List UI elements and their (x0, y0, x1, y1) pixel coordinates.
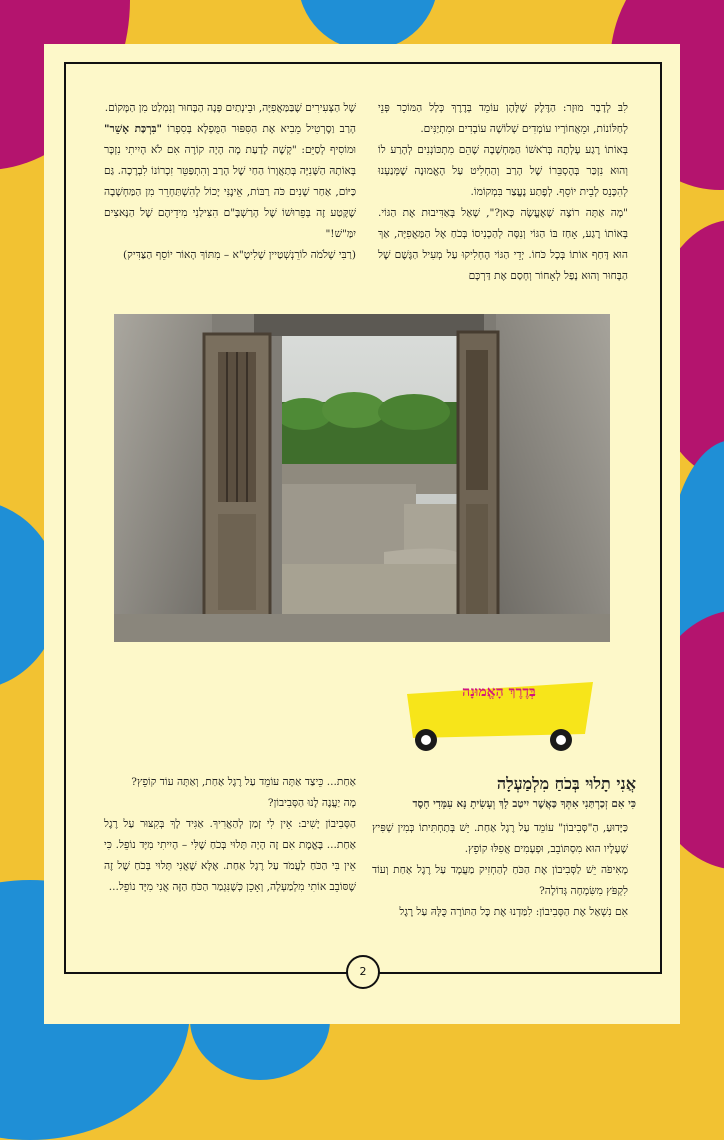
text-span: הָרַב וַסֶרְטִיל מֵבִיא אֶת הַסִּפּוּר הַמֻּפְלָא בְּסִפְרוֹ (162, 123, 356, 135)
top-right-column (378, 98, 628, 287)
book-title: "בִּרְכַּת אָשֵׁר" (104, 123, 163, 135)
doorway-photo (114, 314, 610, 642)
paragraph: מָאִיפֹה יֵשׁ לַסְּבִיבוֹן אֶת הַכֹּחַ לְהַחְזִיק מַעֲמָד עַל רֶגֶל אַחַת וְעוֹד לִקְפֹּץ מִשִּׂמְחָה גְּדוֹלָה? (372, 864, 628, 897)
paragraph: לִבּ לְדָבָר מוּזָר: הַדֶּלֶק שֶׁלָּהֶן עוֹמֵד בְּדֶרֶךְ כְּלָל הַמּוֹכֵר פְּנֵי לְחַלּוֹנוֹת, וּמֵאֲחוֹרָיו עוֹמְדִים שְׁלוֹשָׁה עוֹבְדִים וּמִתְיַנִּים. (378, 102, 628, 135)
top-left-column (104, 98, 356, 266)
paragraph: שֶׁל הַצְּעִירִים שֶׁבַּמַּאֲפִיָּה, וּבֵינְתַיִם פָּנָה הַבָּחוּר וְנִמְלַט מִן הַמָּקוֹם. (104, 102, 356, 114)
source-credit: (רַבִּי שְׁלֹמֹה לוֹרֵנְשְׁטַיין שְׁלִיטָ"א – מִתּוֹךְ הָאוֹר יוֹסֵף הַצַּדִּיק) (123, 249, 356, 261)
badge-title: בְּדֶרֶךְ הָאֱמוּנָה (462, 684, 536, 700)
paragraph: מָה יַעֲנֶה לָנוּ הַסְּבִיבוֹן? (267, 797, 356, 809)
paragraph: אִם נִשְׁאַל אֶת הַסְּבִיבוֹן: לִמַּדְנוּ אֶת כָּל הַתּוֹרָה כֻּלָּהּ עַל רֶגֶל (399, 906, 628, 918)
blue-blob-top-center (298, 0, 438, 50)
section-badge (399, 676, 599, 756)
page-number: 2 (346, 955, 380, 989)
paragraph: "מָה אַתָּה רוֹצֶה שֶׁאֶעֱשֶׂה כָּאן?", שָׁאַל בְּאַדִּיבוּת אֶת הַגּוֹי. בְּאוֹתוֹ רֶגַע, אָחַז בּוֹ הַגּוֹי וְנִסָּה לְהַכְנִיסוֹ בְּכֹחַ אֶל הַמַּאֲפִיָּה, אַךְ הוּא דָּחַף אוֹתוֹ בְּכָל כֹּחוֹ. יְדֵי הַגּוֹי הֶחְלִיקוּ עַל מְעִיל הַגֶּשֶׁם שֶׁל הַבָּחוּר וְהוּא נָפַל לְאָחוֹר וְחָסַם אֶת דַּרְכָּם (378, 207, 628, 282)
paragraph (104, 119, 356, 245)
paragraph: אַחַת... כֵּיצַד אַתָּה עוֹמֵד עַל רֶגֶל אַחַת, וְאַתָּה עוֹד קוֹפֵץ? (131, 776, 356, 788)
doorway-illustration (114, 314, 610, 642)
text-span: וּמוֹסִיף לְסַיֵּם: "קָשֶׁה לָדַעַת מָה הָיָה קוֹרֶה אִם לֹא הָיִיתִי נִזְכָּר בְּאוֹתָהּ הַשָּׁנִיָּה בְּתַאֲוָרוֹ הַחַי שֶׁל הָרַב וְהִתְפַּטֵּר זִכְרוֹנוֹ לִבְרָכָה. גַּם כַּיּוֹם, אַחַר שָׁנִים כֹּה רַבּוֹת, אֵינֶנִּי יָכוֹל לְהִשְׁתַּחְרֵר מִן הַמַּחְשָׁבָה שֶׁקֶּטַע זֶה בְּפֵרוּשׁוֹ שֶׁל הָרַשְׁבָּ"ם הִצִּילַנִי מִידֵיהֶם שֶׁל הַנָּאצִים יִמַּ"שׁ!" (104, 144, 356, 240)
paragraph: בְּאוֹתוֹ רֶגַע עָלְתָה בְּרֹאשׁוֹ הַמַּחְשָׁבָה שֶׁהֵם מִתְכּוֹנְנִים לְהָרַע לוֹ וְהוּא נִזְכַּר בְּהֶסְבֵּרוֹ שֶׁל הָרַב וְהַחְלִיט עַל הָאֱמוּנָה שֶׁמְּנַעְנוּ לְהִכָּנֵס לְבֵית יוֹסֵף. לְפֶתַע נֶעֱצַר בִּמְקוֹמוֹ. (378, 144, 628, 198)
section-verse: כִּי אִם זְכַרְתַּנִי אִתְּךָ כַּאֲשֶׁר יִיטַב לָךְ וְעָשִׂיתָ נָּא עִמָּדִי חָסֶד (412, 798, 636, 810)
paragraph: כַּיָּדוּעַ, הַ"סְּבִיבוֹן" עוֹמֵד עַל רֶגֶל אַחַת. יֵשׁ בְּתַחְתִּיתוֹ כְּמִין שְׁפִּיץ שֶׁעָלָיו הוּא מִסְתּוֹבֵב, וּפְעָמִים אֲפִלּוּ קוֹפֵץ. (372, 822, 628, 855)
paragraph: הַסְּבִיבוֹן יָשִׁיב: אֵין לִי זְמַן לְהַאֲרִיךְ. אַגִּיד לָךְ בְּקִצּוּר עַל רֶגֶל אַחַת... בֶּאֱמֶת אִם זֶה הָיָה תָּלוּי בְּכֹחַ שֶׁלִּי – הָיִיתִי מִיָּד נוֹפֵל. כִּי אֵין בִּי הַכֹּחַ לַעֲמֹד עַל רֶגֶל אַחַת. אֶלָּא שֶׁאֲנִי תָּלוּי בְּכֹחַ שֶׁל זֶה שֶׁסּוֹבֵב אוֹתִי מִלְמַעְלָה, וְאָכֵן כְּשֶׁנִּגְמַר הַכֹּחַ הַזֶּה אֲנִי מִיָּד נוֹפֵל... (104, 818, 356, 893)
section-heading: אֲנִי תָלוּי בְּכֹחַ מִלְמַעְלָה (496, 774, 636, 793)
bottom-right-column (372, 818, 628, 923)
bottom-left-column (104, 772, 356, 898)
